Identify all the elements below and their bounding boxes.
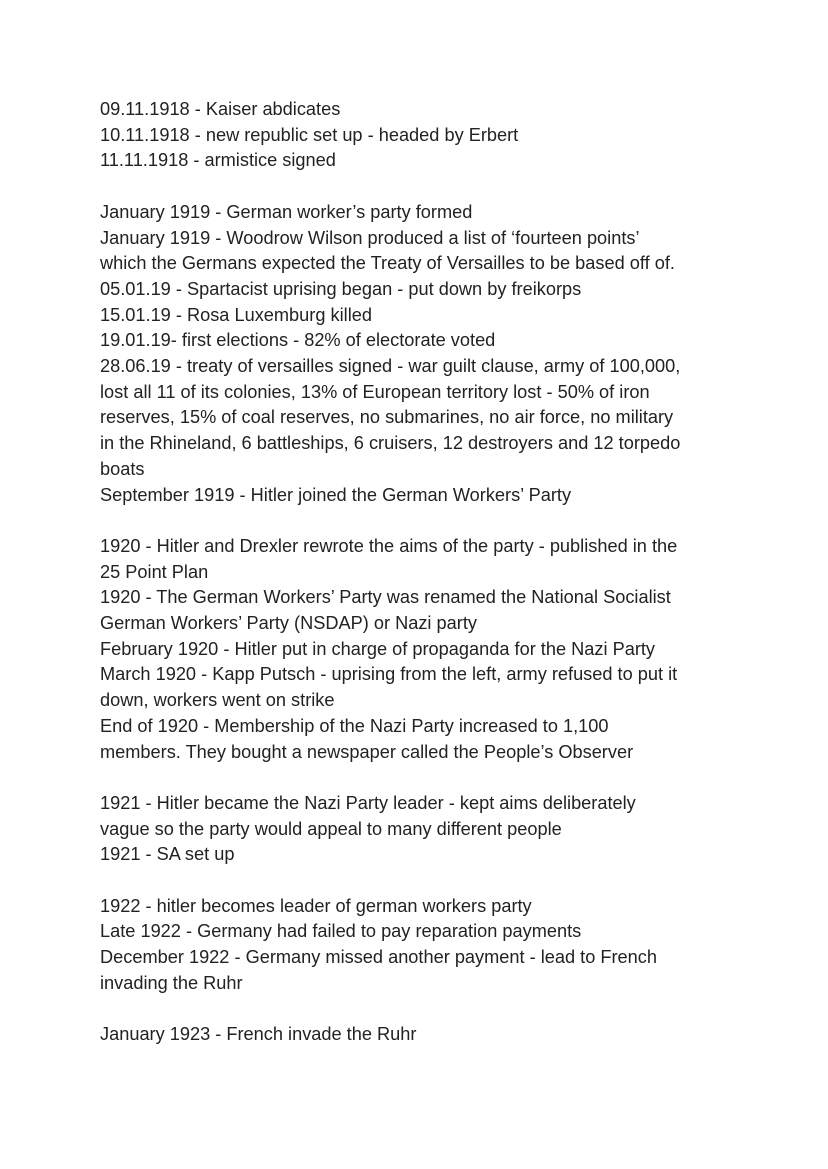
timeline-entry: 28.06.19 - treaty of versailles signed - war guilt clause, army of 100,000, — [100, 356, 681, 377]
timeline-section-1919 — [100, 200, 740, 508]
timeline-entry-continued: down, workers went on strike — [100, 690, 335, 711]
timeline-entry: January 1919 - Woodrow Wilson produced a list of ‘fourteen points’ — [100, 227, 640, 248]
timeline-section-1922 — [100, 894, 740, 997]
timeline-entry: Late 1922 - Germany had failed to pay reparation payments — [100, 921, 582, 942]
timeline-entry-continued: vague so the party would appeal to many different people — [100, 818, 562, 839]
timeline-entry: December 1922 - Germany missed another payment - lead to French — [100, 947, 658, 968]
timeline-entry: 09.11.1918 - Kaiser abdicates — [100, 99, 341, 119]
timeline-entry: 15.01.19 - Rosa Luxemburg killed — [100, 304, 372, 325]
timeline-entry: 1922 - hitler becomes leader of german workers party — [100, 895, 532, 916]
timeline-entry-continued: boats — [100, 458, 145, 479]
timeline-entry-continued: 25 Point Plan — [100, 561, 209, 582]
timeline-section-1920 — [100, 534, 740, 765]
timeline-entry: January 1923 - French invade the Ruhr — [100, 1024, 417, 1045]
timeline-section-1921 — [100, 791, 740, 868]
timeline-entry-continued: which the Germans expected the Treaty of Versailles to be based off of. — [100, 253, 675, 274]
timeline-entry: February 1920 - Hitler put in charge of propaganda for the Nazi Party — [100, 638, 656, 659]
timeline-entry: 11.11.1918 - armistice signed — [100, 150, 336, 171]
timeline-entry: March 1920 - Kapp Putsch - uprising from the left, army refused to put it — [100, 664, 678, 685]
timeline-entry-continued: reserves, 15% of coal reserves, no submarines, no air force, no military — [100, 407, 674, 428]
timeline-entry: 1921 - SA set up — [100, 844, 235, 865]
timeline-entry: 1920 - Hitler and Drexler rewrote the aims of the party - published in the — [100, 535, 678, 556]
timeline-entry-continued: German Workers’ Party (NSDAP) or Nazi party — [100, 613, 477, 634]
timeline-entry: 05.01.19 - Spartacist uprising began - put down by freikorps — [100, 278, 582, 299]
timeline-entry-continued: in the Rhineland, 6 battleships, 6 cruisers, 12 destroyers and 12 torpedo — [100, 433, 681, 454]
timeline-entry: 19.01.19- first elections - 82% of electorate voted — [100, 330, 496, 351]
timeline-entry: 1920 - The German Workers’ Party was renamed the National Socialist — [100, 587, 671, 608]
timeline-entry: September 1919 - Hitler joined the German Workers’ Party — [100, 484, 572, 505]
timeline-entry: End of 1920 - Membership of the Nazi Party increased to 1,100 — [100, 715, 609, 736]
document-page — [100, 97, 740, 1074]
timeline-entry: January 1919 - German worker’s party formed — [100, 201, 473, 222]
timeline-entry-continued: members. They bought a newspaper called the People’s Observer — [100, 741, 634, 762]
timeline-section-1923 — [100, 1022, 740, 1048]
timeline-section-1918 — [100, 97, 740, 174]
timeline-entry-continued: invading the Ruhr — [100, 972, 243, 993]
timeline-entry: 10.11.1918 - new republic set up - headed by Erbert — [100, 124, 519, 145]
timeline-entry-continued: lost all 11 of its colonies, 13% of European territory lost - 50% of iron — [100, 381, 650, 402]
timeline-entry: 1921 - Hitler became the Nazi Party leader - kept aims deliberately — [100, 792, 636, 813]
